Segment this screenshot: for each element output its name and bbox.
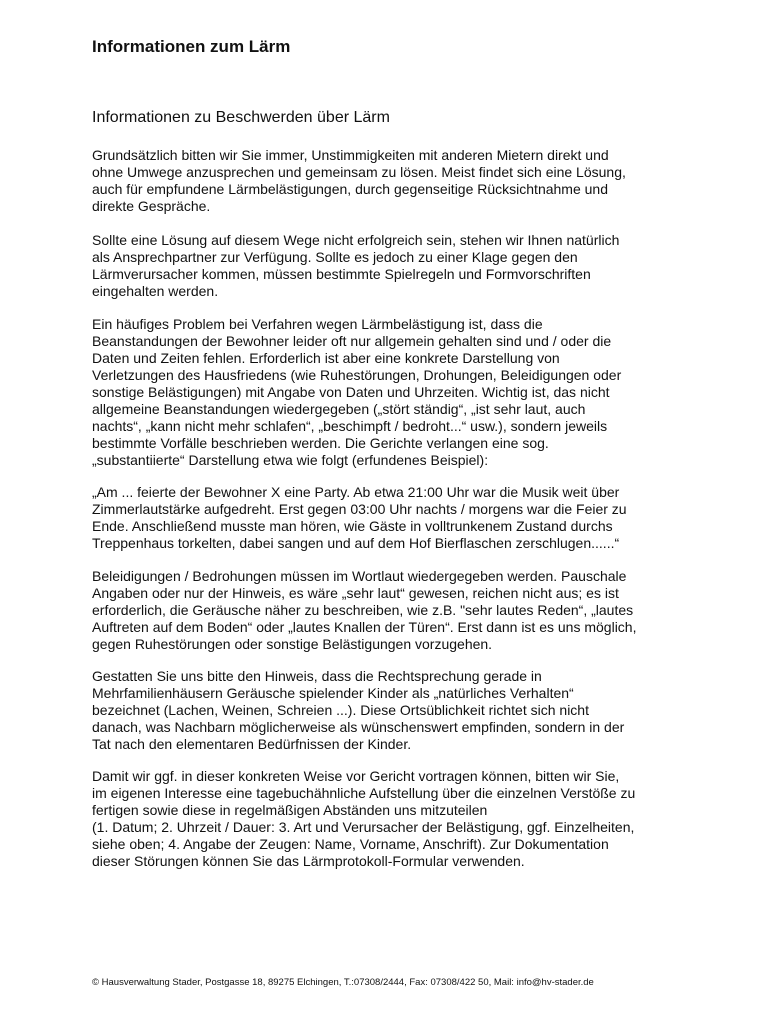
- text-line: im eigenen Interesse eine tagebuchähnliche Aufstellung über die einzelnen Verstöße zu: [92, 785, 636, 801]
- text-line: Grundsätzlich bitten wir Sie immer, Unstimmigkeiten mit anderen Mietern direkt und: [92, 147, 609, 163]
- section-heading: Informationen zu Beschwerden über Lärm: [92, 109, 390, 126]
- text-line: Zimmerlautstärke aufgedreht. Erst gegen 03:00 Uhr nachts / morgens war die Feier zu: [92, 501, 627, 517]
- text-line: Lärmverursacher kommen, müssen bestimmte Spielregeln und Formvorschriften: [92, 266, 591, 282]
- paragraph-children: [92, 668, 624, 753]
- text-line: Ein häufiges Problem bei Verfahren wegen Lärmbelästigung ist, dass die: [92, 316, 543, 332]
- text-line: „substantiierte“ Darstellung etwa wie folgt (erfundenes Beispiel):: [92, 452, 489, 468]
- paragraph-example: [92, 484, 627, 552]
- paragraph-intro: [92, 147, 626, 215]
- text-line: „Am ... feierte der Bewohner X eine Party. Ab etwa 21:00 Uhr war die Musik weit über: [92, 484, 620, 500]
- text-line: allgemeine Beanstandungen wiedergegeben („stört ständig“, „ist sehr laut, auch: [92, 401, 586, 417]
- text-line: Beanstandungen der Bewohner leider oft nur allgemein gehalten sind und / oder die: [92, 333, 612, 349]
- text-line: gegen Ruhestörungen oder sonstige Belästigungen vorzugehen.: [92, 636, 493, 652]
- paragraph-problem: [92, 316, 621, 469]
- text-line: Ende. Anschließend musste man hören, wie Gäste in volltrunkenem Zustand durchs: [92, 518, 613, 534]
- text-line: (1. Datum; 2. Uhrzeit / Dauer: 3. Art und Verursacher der Belästigung, ggf. Einzelheiten,: [92, 819, 635, 835]
- text-line: sonstige Belästigungen) mit Angabe von Daten und Uhrzeiten. Wichtig ist, das nicht: [92, 384, 610, 400]
- text-line: Daten und Zeiten fehlen. Erforderlich ist aber eine konkrete Darstellung von: [92, 350, 560, 366]
- paragraph-contact: [92, 232, 619, 300]
- paragraph-documentation: [92, 768, 635, 870]
- text-line: Damit wir ggf. in dieser konkreten Weise vor Gericht vortragen können, bitten wir Sie,: [92, 768, 620, 784]
- text-line: Auftreten auf dem Boden“ oder „lautes Knallen der Türen“. Erst dann ist es uns möglich,: [92, 619, 637, 635]
- paragraph-insults: [92, 568, 636, 653]
- text-line: Tat nach den elementaren Bedürfnissen der Kinder.: [92, 736, 412, 752]
- page-footer: © Hausverwaltung Stader, Postgasse 18, 89275 Elchingen, T.:07308/2444, Fax: 07308/422 50, Mail: info@hv-stader.de: [92, 977, 594, 988]
- text-line: danach, was Nachbarn möglicherweise als wünschenswert empfinden, sondern in der: [92, 719, 625, 735]
- text-line: ohne Umwege anzusprechen und gemeinsam zu lösen. Meist findet sich eine Lösung,: [92, 164, 626, 180]
- text-line: bestimmte Vorfälle beschrieben werden. Die Gerichte verlangen eine sog.: [92, 435, 549, 451]
- text-line: nachts“, „kann nicht mehr schlafen“, „beschimpft / bedroht...“ usw.), sondern jeweils: [92, 418, 608, 434]
- text-line: bezeichnet (Lachen, Weinen, Schreien ...). Diese Ortsüblichkeit richtet sich nicht: [92, 702, 589, 718]
- text-line: auch für empfundene Lärmbelästigungen, durch gegenseitige Rücksichtnahme und: [92, 181, 609, 197]
- text-line: eingehalten werden.: [92, 283, 219, 299]
- text-line: direkte Gespräche.: [92, 198, 211, 214]
- text-line: Sollte eine Lösung auf diesem Wege nicht erfolgreich sein, stehen wir Ihnen natürlich: [92, 232, 620, 248]
- text-line: erforderlich, die Geräusche näher zu beschreiben, wie z.B. "sehr lautes Reden“, „lautes: [92, 602, 634, 618]
- text-line: Angaben oder nur der Hinweis, es wäre „sehr laut“ gewesen, reichen nicht aus; es ist: [92, 585, 619, 601]
- text-line: Verletzungen des Hausfriedens (wie Ruhestörungen, Drohungen, Beleidigungen oder: [92, 367, 622, 383]
- page-title: Informationen zum Lärm: [92, 37, 291, 56]
- text-line: fertigen sowie diese in regelmäßigen Abständen uns mitzuteilen: [92, 802, 488, 818]
- text-line: Treppenhaus torkelten, dabei sangen und auf dem Hof Bierflaschen zerschlugen......“: [92, 535, 620, 551]
- text-line: siehe oben; 4. Angabe der Zeugen: Name, Vorname, Anschrift). Zur Dokumentation: [92, 836, 609, 852]
- text-line: Mehrfamilienhäusern Geräusche spielender Kinder als „natürliches Verhalten“: [92, 685, 574, 701]
- text-line: als Ansprechpartner zur Verfügung. Sollte es jedoch zu einer Klage gegen den: [92, 249, 578, 265]
- text-line: Beleidigungen / Bedrohungen müssen im Wortlaut wiedergegeben werden. Pauschale: [92, 568, 627, 584]
- text-line: dieser Störungen können Sie das Lärmprotokoll-Formular verwenden.: [92, 853, 525, 869]
- text-line: Gestatten Sie uns bitte den Hinweis, dass die Rechtsprechung gerade in: [92, 668, 542, 684]
